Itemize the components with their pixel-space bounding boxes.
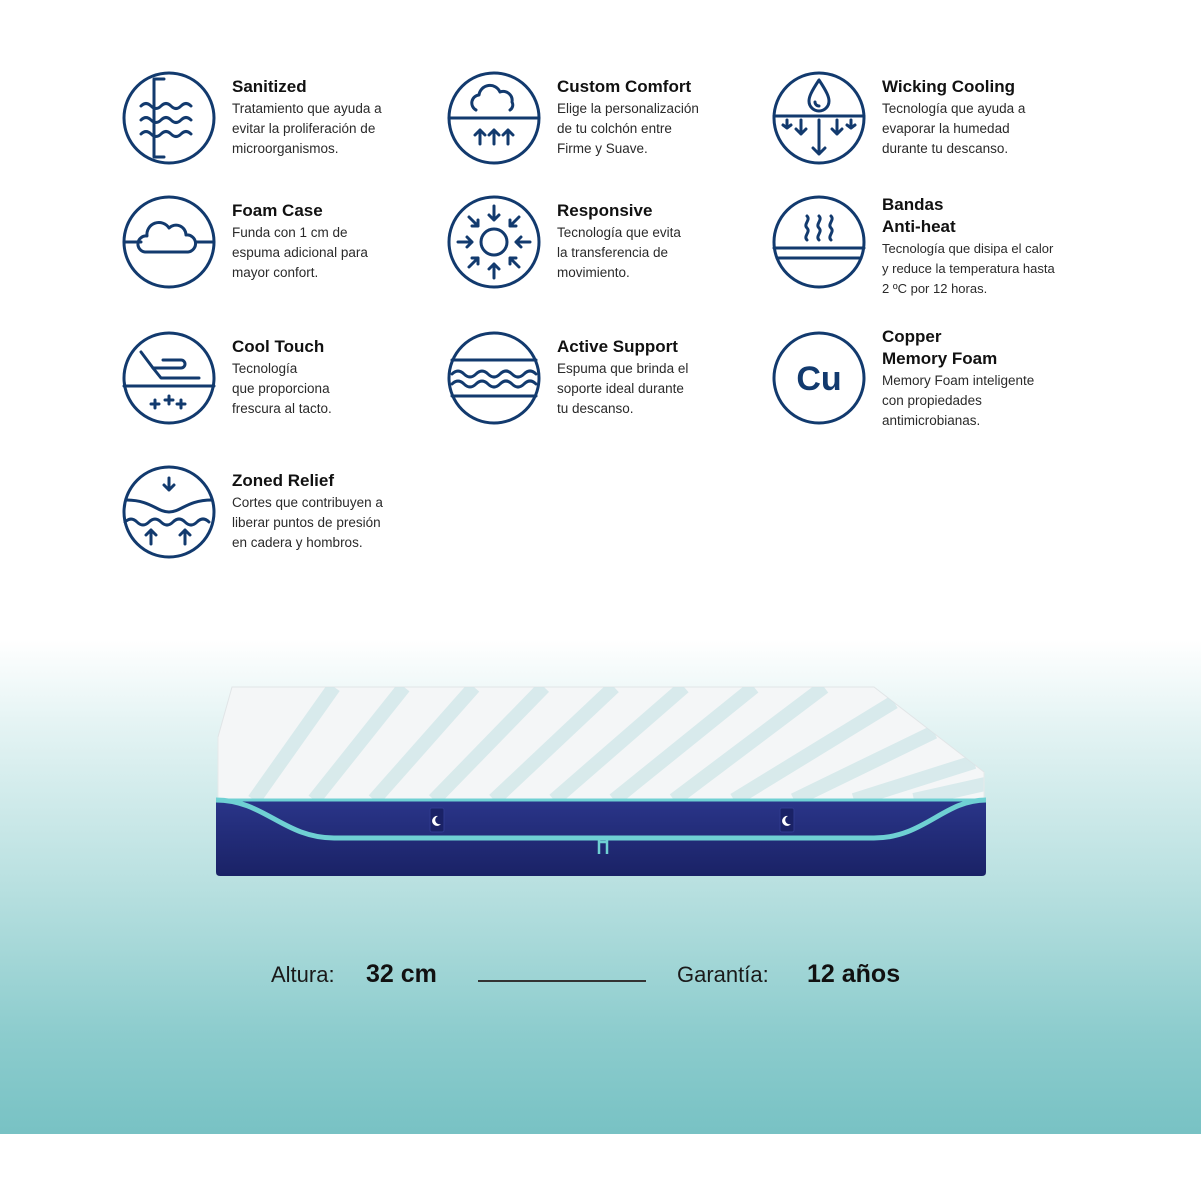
mattress-image bbox=[214, 682, 988, 878]
copper-symbol: Cu bbox=[796, 360, 842, 398]
feature-title: Copper Memory Foam bbox=[882, 327, 998, 368]
feature-wicking-cooling bbox=[771, 70, 1091, 180]
feature-title: Bandas Anti-heat bbox=[882, 195, 956, 236]
feature-description: Tecnología que disipa el calor y reduce la temperatura hasta 2 ºC por 12 horas. bbox=[882, 241, 1055, 296]
feature-description: Tecnología que proporciona frescura al tacto. bbox=[232, 361, 332, 416]
feature-title: Custom Comfort bbox=[557, 77, 692, 96]
feature-description: Espuma que brinda el soporte ideal durante tu descanso. bbox=[557, 361, 689, 416]
feature-title: Zoned Relief bbox=[232, 471, 335, 490]
feature-title: Wicking Cooling bbox=[882, 77, 1016, 96]
feature-description: Memory Foam inteligente con propiedades antimicrobianas. bbox=[882, 373, 1035, 428]
feature-description: Tratamiento que ayuda a evitar la proliferación de microorganismos. bbox=[232, 101, 382, 156]
wave-layers-icon bbox=[446, 330, 542, 426]
warranty-label: Garantía: bbox=[677, 962, 769, 987]
specs-row bbox=[0, 952, 1201, 1002]
hand-sparkle-icon bbox=[121, 330, 217, 426]
heat-waves-icon bbox=[771, 194, 867, 290]
circle-arrows-icon bbox=[446, 194, 542, 290]
feature-copper-memory-foam bbox=[771, 327, 1091, 440]
feature-anti-heat bbox=[771, 194, 1091, 304]
spec-divider bbox=[478, 980, 646, 982]
feature-title: Cool Touch bbox=[232, 337, 325, 356]
sanitized-icon bbox=[121, 70, 217, 166]
feature-sanitized bbox=[121, 70, 441, 180]
feature-cool-touch bbox=[121, 330, 441, 440]
feature-description: Tecnología que ayuda a evaporar la humedad durante tu descanso. bbox=[882, 101, 1026, 156]
feature-title: Active Support bbox=[557, 337, 678, 356]
feature-active-support bbox=[446, 330, 766, 440]
feature-description: Cortes que contribuyen a liberar puntos de presión en cadera y hombros. bbox=[232, 495, 383, 550]
feature-zoned-relief bbox=[121, 464, 441, 574]
feature-title: Responsive bbox=[557, 201, 653, 220]
height-value: 32 cm bbox=[366, 960, 437, 988]
feature-custom-comfort bbox=[446, 70, 766, 180]
height-label: Altura: bbox=[271, 962, 335, 987]
feature-title: Foam Case bbox=[232, 201, 323, 220]
feature-foam-case bbox=[121, 194, 441, 304]
feature-title: Sanitized bbox=[232, 77, 307, 96]
copper-icon bbox=[771, 330, 867, 426]
zoned-relief-icon bbox=[121, 464, 217, 560]
feature-description: Tecnología que evita la transferencia de movimiento. bbox=[557, 225, 681, 280]
feature-responsive bbox=[446, 194, 766, 304]
warranty-value: 12 años bbox=[807, 960, 901, 988]
feature-description: Funda con 1 cm de espuma adicional para mayor confort. bbox=[232, 225, 368, 280]
droplet-arrows-icon bbox=[771, 70, 867, 166]
cloud-icon bbox=[121, 194, 217, 290]
feature-description: Elige la personalización de tu colchón entre Firme y Suave. bbox=[557, 101, 699, 156]
cloud-arrows-icon bbox=[446, 70, 542, 166]
